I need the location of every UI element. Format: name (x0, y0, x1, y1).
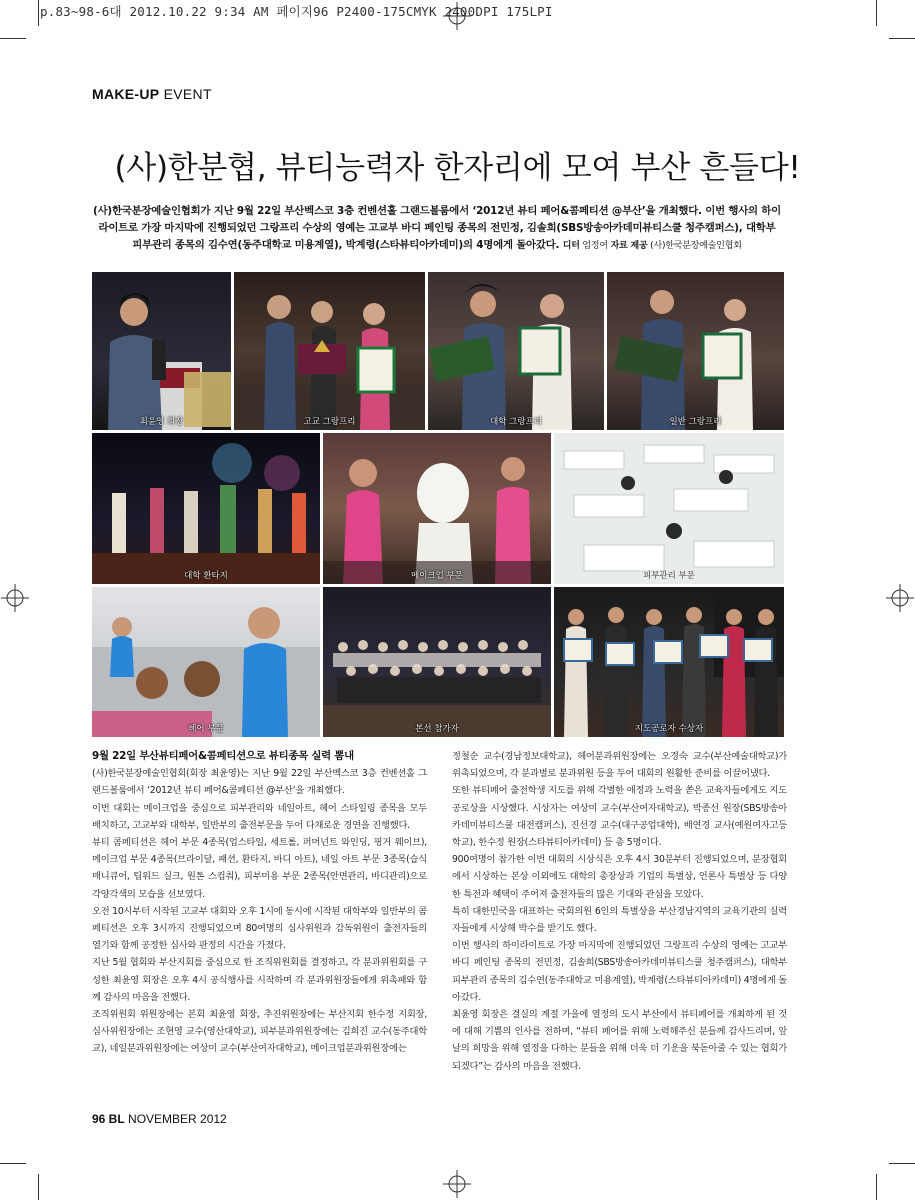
photo-caption: 메이크업 부문 (411, 571, 463, 581)
photo-president-speech (92, 272, 231, 430)
photo-credit: 디터 엄정여 자료 제공 (사)한국분장예술인협회 (562, 241, 742, 251)
article-subhead: 9월 22일 부산뷰티페어&콤페티션으로 뷰티종목 실력 뽐내 (92, 750, 354, 762)
article-paragraph: 이번 행사의 하이라이트로 가장 마지막에 진행되었던 그랑프리 수상의 영예는 고교부 바디 페인팅 종목의 전민정, 김솔희(SBS방송아카데미뷰티스쿨 청주캠퍼스), 대학부 피부관리 종목의 김수연(동주대학교 미용계열), 박계령(스타뷰티아카데미) 4명에게 돌아갔다. (452, 940, 787, 1003)
photo-caption: 피부관리 부문 (643, 571, 695, 581)
photo-instructor-award (554, 587, 784, 737)
photo-caption: 대학 환타지 (184, 571, 228, 581)
photo-finalists-group (323, 587, 551, 737)
article-paragraph: 지난 5월 협회와 부산지회를 중심으로 한 조직위원회를 결정하고, 각 분과위원회를 구성한 최윤영 회장은 오후 4시 공식행사를 시작하며 각 분과위원장들에게 위촉패와 함께 감사의 마음을 전했다. (92, 957, 427, 1003)
photo-hair-section (92, 587, 320, 737)
article-paragraph: 조직위원회 위원장에는 본회 최윤영 회장, 추진위원장에는 부산지회 한수정 지회장, 심사위원장에는 조현영 교수(영산대학교), 피부분과위원장에는 김희진 교수(동주대학교), 네일분과위원장에는 여상미 교수(부산여자대학교), 메이크업분과위원장에는 (92, 1009, 427, 1055)
registration-mark-icon (886, 584, 914, 612)
crop-mark (38, 0, 39, 26)
photo-general-grandprix (607, 272, 784, 430)
crop-mark (889, 1163, 915, 1164)
article-paragraph: 특히 대한민국을 대표하는 국회의원 6인의 특별상을 부산경남지역의 교육기관의 실력자들에게 시상해 박수를 받기도 했다. (452, 905, 787, 935)
crop-mark (889, 38, 915, 39)
photo-makeup-section (323, 433, 551, 584)
photo-caption: 고교 그랑프리 (303, 417, 356, 427)
photo-caption: 일반 그랑프리 (669, 417, 722, 427)
photo-college-fantasy (92, 433, 320, 584)
photo-college-grandprix (428, 272, 604, 430)
article-column-1 (92, 748, 427, 1058)
article-paragraph: 이번 대회는 메이크업을 중심으로 피부관리와 네일아트, 헤어 스타일링 종목을 모두 배치하고, 고교부와 대학부, 일반부의 출전부문을 두어 다채로운 경연을 진행했다. (92, 802, 427, 831)
article-paragraph: 900여명이 참가한 이번 대회의 시상식은 오후 4시 30분부터 진행되었으며, 분장협회에서 시상하는 본상 이외에도 대학의 총장상과 기업의 특별상, 언론사 특별상 등 다양한 특전과 혜택이 주어져 출전자들의 많은 기대와 관심을 모았다. (452, 854, 787, 900)
crop-mark (876, 0, 877, 26)
registration-mark-icon (1, 584, 29, 612)
article-paragraph: 또한 뷰티페어 출전학생 지도를 위해 각별한 애정과 노력을 쏟은 교육자들에게도 지도공로상을 시상했다. 시상자는 여상미 교수(부산여자대학교), 박종선 원장(SBS방송아카데미뷰티스쿨 대전캠퍼스), 진선경 교수(대구공업대학), 배연경 교사(예원여자고등학교), 한수정 원장(스타뷰티아카데미) 등 총 5명이다. (452, 785, 787, 849)
photo-skincare-section (554, 433, 784, 584)
photo-highschool-grandprix (234, 272, 425, 430)
article-column-2 (452, 748, 787, 1075)
headline: (사)한분협, 뷰티능력자 한자리에 모여 부산 흔들다! (114, 150, 801, 186)
registration-mark-icon (443, 1170, 471, 1198)
article-paragraph: 뷰티 콤페티션은 헤어 부문 4종목(업스타일, 세트롤, 퍼머넌트 와인딩, 핑거 웨이브), 메이크업 부문 4종목(브라이달, 패션, 환타지, 바디 아트), 네일 아트 부문 3종목(습식 매니큐어, 팁위드 실크, 원톤 스컵춰), 피부미용 부문 2종목(안면관리, 바디관리)으로 각양각색의 모습을 선보였다. (92, 837, 427, 900)
page-folio: 96 BL NOVEMBER 2012 (92, 1112, 227, 1126)
article-paragraph: 최윤영 회장은 결실의 계절 가을에 열정의 도시 부산에서 뷰티페어를 개최하게 된 것에 대해 기쁨의 인사를 전하며, “뷰티 페어를 위해 노력해주신 분들께 감사드리며, 앞날의 희망을 위해 열정을 다하는 분들을 위해 더욱 더 기운을 북돋아줄 수 있는 협회가 되겠다”는 감사의 마음을 전했다. (452, 1009, 787, 1072)
section-label: MAKE-UP EVENT (92, 86, 212, 102)
article-paragraph: (사)한국분장예술인협회(회장 최윤영)는 지난 9월 22일 부산벡스코 3층 컨벤션홀 그랜드볼룸에서 ‘2012년 뷰티 페어&콤페티션 @부산’을 개최했다. (92, 768, 427, 797)
lead-paragraph: (사)한국분장예술인협회가 지난 9월 22일 부산벡스코 3층 컨벤션홀 그랜드볼룸에서 ‘2012년 뷰티 페어&콤페티션 @부산’을 개최했다. 이번 행사의 하이라이트로 가장 마지막에 진행되었던 그랑프리 수상의 영예는 고교부 바디 페인팅 종목의 전민정, 김솔희(SBS방송아카데미뷰티스쿨 청주캠퍼스), 대학부 피부관리 종목의 김수연(동주대학교 미용계열), 박계령(스타뷰티아카데미)의 4명에게 돌아갔다. 디터 엄정여 자료 제공 (사)한국분장예술인협회 (93, 205, 781, 251)
photo-caption: 대학 그랑프리 (490, 417, 542, 427)
registration-mark-icon (443, 2, 471, 30)
printer-slug: p.83~98-6대 2012.10.22 9:34 AM 페이지96 P2400-175CMYK 2400DPI 175LPI (40, 4, 553, 19)
crop-mark (0, 1163, 26, 1164)
photo-caption: 헤어 부문 (188, 724, 224, 734)
photo-caption: 본선 참가자 (415, 724, 459, 734)
crop-mark (38, 1174, 39, 1200)
photo-caption: 지도공로자 수상자 (634, 724, 704, 734)
photo-caption: 최윤영 회장 (139, 417, 184, 427)
article-paragraph: 오전 10시부터 시작된 고교부 대회와 오후 1시에 동시에 시작된 대학부와 일반부의 콤페티션은 오후 3시까지 진행되었으며 80여명의 심사위원과 감독위원이 출전자들의 열기와 함께 공정한 심사와 판정의 시간을 가졌다. (92, 905, 427, 952)
crop-mark (0, 38, 26, 39)
crop-mark (876, 1174, 877, 1200)
article-paragraph: 정철순 교수(경남정보대학교), 헤어분과위원장에는 오경숙 교수(부산예술대학교)가 위촉되었으며, 각 분과별로 분과위원 등을 두어 대회의 원활한 준비를 이끌어냈다. (452, 751, 787, 780)
